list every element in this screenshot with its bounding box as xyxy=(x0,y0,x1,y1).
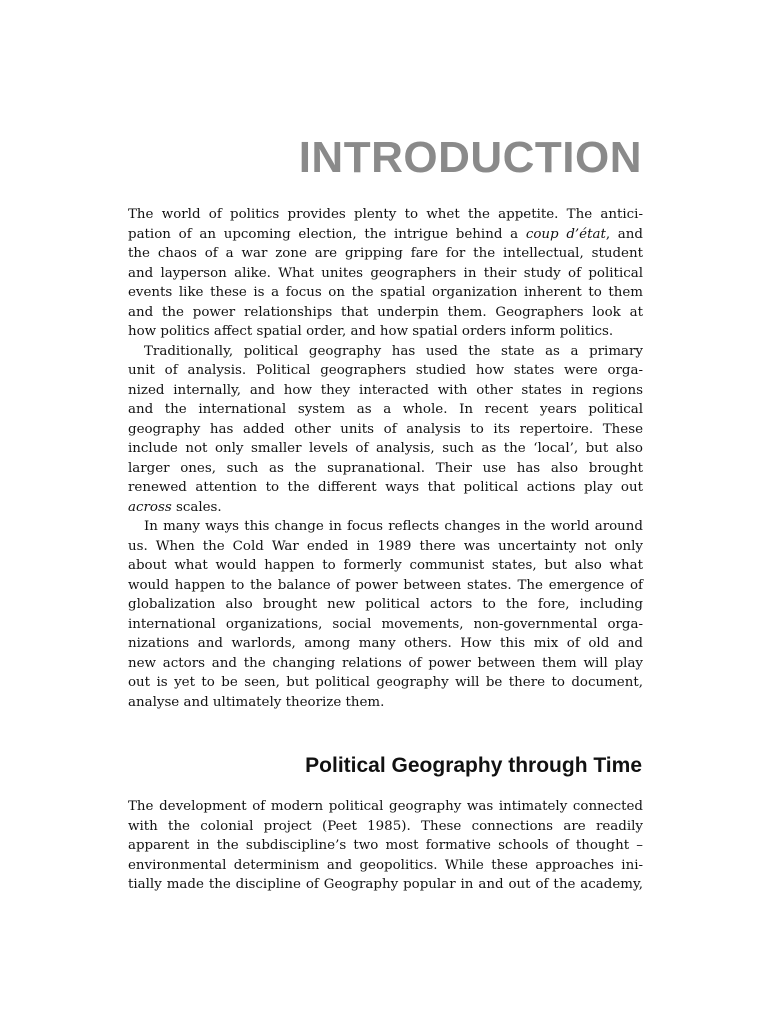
text-line: tially made the discipline of Geography popular in and out of the academy, xyxy=(128,877,643,892)
text-line: pation of an upcoming election, the intrigue behind a coup d’état, and xyxy=(128,226,643,242)
text-line: us. When the Cold War ended in 1989 there was uncertainty not only xyxy=(128,538,643,554)
chapter-title: INTRODUCTION xyxy=(298,133,642,182)
text-line: new actors and the changing relations of power between them will play xyxy=(128,655,643,671)
text-line: larger ones, such as the supranational. Their use has also brought xyxy=(128,460,643,476)
text-line: renewed attention to the different ways that political actions play out xyxy=(128,480,643,495)
text-line: environmental determinism and geopolitics. While these approaches ini- xyxy=(128,857,643,873)
text-line: apparent in the subdiscipline’s two most formative schools of thought – xyxy=(128,838,643,853)
text-line: Traditionally, political geography has used the state as a primary xyxy=(144,343,643,359)
text-line: nized internally, and how they interacted with other states in regions xyxy=(128,382,643,398)
text-line: unit of analysis. Political geographers studied how states were orga- xyxy=(128,363,643,378)
text-line: and layperson alike. What unites geographers in their study of political xyxy=(128,265,643,281)
section-heading: Political Geography through Time xyxy=(305,754,642,777)
text-line: and the power relationships that underpin them. Geographers look at xyxy=(128,304,643,320)
text-line: the chaos of a war zone are gripping fare for the intellectual, student xyxy=(128,246,643,261)
introduction-text xyxy=(128,205,643,712)
text-line: nizations and warlords, among many others. How this mix of old and xyxy=(128,636,643,651)
text-line: and the international system as a whole. In recent years political xyxy=(128,402,643,417)
text-line: about what would happen to formerly communist states, but also what xyxy=(128,558,643,573)
text-line: international organizations, social movements, non-governmental orga- xyxy=(128,616,643,632)
text-line: out is yet to be seen, but political geography will be there to document, xyxy=(128,675,643,690)
text-line: The development of modern political geography was intimately connected xyxy=(128,799,643,814)
text-line: In many ways this change in focus reflects changes in the world around xyxy=(144,519,643,534)
text-line: would happen to the balance of power between states. The emergence of xyxy=(128,577,643,593)
text-line: events like these is a focus on the spatial organization inherent to them xyxy=(128,285,643,300)
text-line: The world of politics provides plenty to whet the appetite. The antici- xyxy=(128,207,643,222)
text-line: analyse and ultimately theorize them. xyxy=(128,694,385,710)
text-line: with the colonial project (Peet 1985). These connections are readily xyxy=(128,818,643,834)
section-text xyxy=(128,797,643,895)
text-line: across scales. xyxy=(128,499,222,515)
text-line: globalization also brought new political actors to the fore, including xyxy=(128,597,643,612)
text-line: geography has added other units of analysis to its repertoire. These xyxy=(128,421,643,437)
text-line: include not only smaller levels of analysis, such as the ‘local’, but also xyxy=(128,441,643,456)
text-line: how politics affect spatial order, and how spatial orders inform politics. xyxy=(128,324,614,339)
